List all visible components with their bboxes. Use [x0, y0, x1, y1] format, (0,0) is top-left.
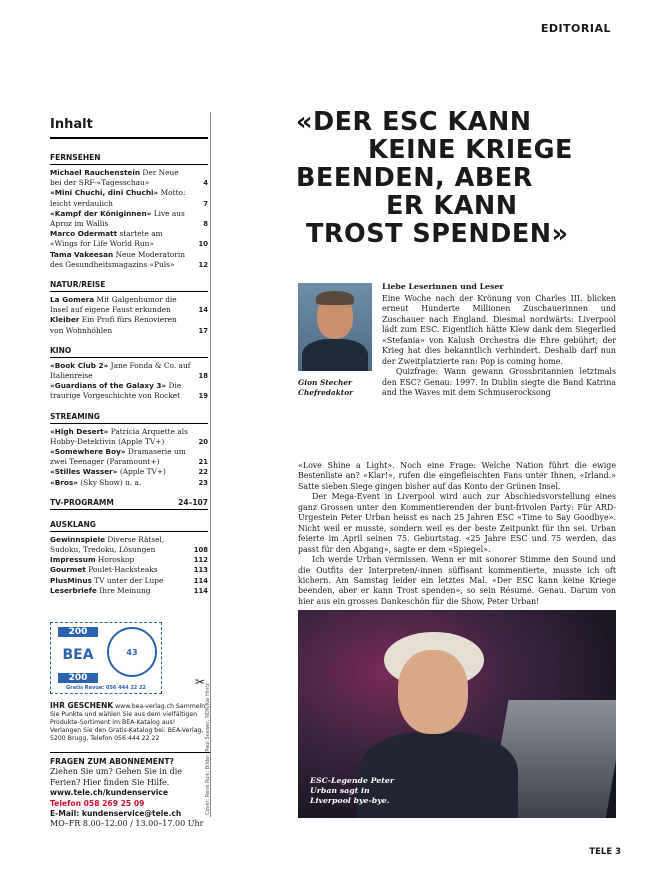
author-name: Gion Stecher [298, 378, 352, 387]
toc-item[interactable] [50, 427, 208, 447]
toc-section-range: 24–107 [178, 497, 208, 507]
toc-item[interactable] [50, 447, 208, 467]
toc-item-desc: (Sky Show) u. a. [77, 477, 142, 487]
toc-item-title: Impressum [50, 555, 96, 565]
toc-item[interactable] [50, 361, 208, 381]
toc-item-page: 21 [198, 458, 208, 467]
paragraph: Der Mega-Event in Liverpool wird auch zur Abschiedsvorstellung eines ganz Grossen unter den Kommentierenden der bunt-frivolen Party: Für ARD-Urgestein Peter Urban heisst es nach 25 Jahren ESC «Time to Say Goodbye». Nicht weil er musste, sondern weil es der beste Zeitpunkt für ihn sei. Urban feierte im April seinen 75. Geburtstag. «25 Jahre ESC und 75 werden, das passt für den Abgang», sagte er dem «Spiegel». [298, 492, 616, 554]
toc-item[interactable] [50, 586, 208, 596]
toc-item-desc: Dramaserie um zwei Teenager (Paramount+) [50, 447, 186, 467]
toc-section-heading [50, 346, 208, 358]
toc-item-page: 20 [198, 437, 208, 446]
page-footer: TELE 3 [589, 847, 621, 857]
toc-item-desc: Ein Profi fürs Renovieren von Wohnhöhlen [50, 315, 177, 335]
headline-line: «DER ESC KANN [296, 107, 532, 137]
toc-item-title: «Kampf der Königinnen» [50, 208, 152, 218]
toc-item-page: 22 [198, 468, 208, 477]
section-label: EDITORIAL [540, 22, 611, 35]
toc-item-desc: startete am «Wings for Life World Run» [50, 229, 163, 249]
toc-item-title: La Gomera [50, 295, 95, 305]
toc-item-desc: Diverse Rätsel, Sudoku, Tredoku, Lösungen [50, 534, 165, 555]
toc-item-title: «High Desert» [50, 426, 109, 436]
toc-item-page: 4 [203, 179, 208, 188]
toc-item-desc: Patricia Arquette als Hobby-Detektivin (Apple TV+) [50, 426, 188, 446]
bea-logo: BEA [62, 647, 94, 663]
toc-item-desc: Die traurige Vorgeschichte von Rocket [50, 381, 182, 401]
headline [296, 108, 616, 248]
toc-item-desc: Horoskop [95, 555, 135, 565]
author-portrait [298, 283, 372, 371]
toc-item[interactable] [50, 381, 208, 401]
toc-section-heading [50, 498, 208, 510]
toc-section-heading [50, 280, 208, 292]
toc-section-name: NATUR/REISE [50, 280, 106, 290]
toc-item[interactable] [50, 555, 208, 565]
toc-item-title: «Stilles Wasser» [50, 467, 118, 477]
gift-info [50, 702, 208, 743]
toc-item[interactable] [50, 188, 208, 208]
bea-stamp [50, 622, 162, 694]
paragraph: «Love Shine a Light». Noch eine Frage: Welche Nation führt die ewige Bestenliste an? «Klar!», rufen die eingefleischten Fans unter Ihnen, «Irland.» Satte sieben Siege gingen bisher auf das Konto der Grünen Insel. [298, 461, 616, 491]
toc-section [50, 520, 208, 596]
toc-item-title: Michael Rauchenstein [50, 168, 141, 177]
caption-line: ESC-Legende Peter [310, 776, 394, 785]
toc-section-name: AUSKLANG [50, 519, 96, 529]
gift-text: Sammeln Sie Punkte und wählen Sie aus dem vielfältigen Produkte-Sortiment im BEA-Katalog aus! Verlangen Sie den Gratis-Katalog bei: BEA-Verlag, 5200 Brugg, Telefon 056 444 22 22 [50, 703, 206, 742]
photo-credit: Cover: René Ruis; Bilder: Paul Seewer, NDR/Kai Hintz [205, 683, 211, 815]
toc-section-heading [50, 153, 208, 165]
toc-item-title: «Mini Chuchi, dini Chuchi» [50, 188, 159, 198]
toc-item-page: 12 [198, 260, 208, 269]
toc-item[interactable] [50, 315, 208, 335]
toc-item-page: 113 [193, 566, 208, 575]
abo-text: Ziehen Sie um? Gehen Sie in die Ferien? Hier finden Sie Hilfe. [50, 767, 183, 787]
toc-item-page: 112 [193, 556, 208, 565]
toc-item[interactable] [50, 478, 208, 488]
subscription-info [50, 752, 210, 830]
toc-item[interactable] [50, 229, 208, 249]
stamp-seal-icon [107, 627, 157, 677]
toc-section [50, 498, 208, 510]
caption-line: Liverpool bye-bye. [310, 796, 390, 805]
toc-item-page: 7 [203, 199, 208, 208]
toc-item-page: 108 [193, 546, 208, 555]
toc-section [50, 412, 208, 488]
gift-title: IHR GESCHENK [50, 701, 114, 710]
toc-item[interactable] [50, 250, 208, 270]
toc-item[interactable] [50, 565, 208, 575]
toc-item-title: «Somewhere Boy» [50, 447, 126, 457]
paragraph: Eine Woche nach der Krönung von Charles III. blicken erneut Hunderte Millionen Zuschauerinnen und Zuschauer nach England. Diesmal nordwärts: Liverpool lädt zum ESC. Eigentlich hätte Kiew dank dem Siegerlied «Stefania» von Kalush Orchestra die Ehre gebührt; der Krieg hat dies bekanntlich verhindert. Deshalb darf nun der Zweitplatzierte ran: Pop is coming home. [382, 294, 616, 366]
scissors-icon: ✂ [195, 675, 206, 689]
toc-item-page: 114 [193, 586, 208, 595]
toc-item-desc: Mit Galgenhumor die Insel auf eigene Faust erkunden [50, 295, 177, 315]
toc-item-page: 114 [193, 576, 208, 585]
toc-section-heading [50, 412, 208, 424]
toc-item-title: PlusMinus [50, 575, 92, 585]
paragraph: Quizfrage: Wann gewann Grossbritannien letztmals den ESC? Genau: 1997. In Dublin siegte die Band Katrina and the Waves mit dem Schmuserocksong [382, 367, 616, 398]
toc-section-name: STREAMING [50, 411, 100, 421]
toc-section-name: TV-PROGRAMM [50, 497, 114, 507]
toc-item-title: Kleiber [50, 315, 80, 325]
toc-item[interactable] [50, 535, 208, 555]
toc-item-desc: Poulet-Hacksteaks [85, 565, 158, 575]
toc-item-desc: Motto: leicht verdaulich [50, 188, 186, 208]
toc-item[interactable] [50, 209, 208, 229]
toc-item-page: 8 [203, 220, 208, 229]
abo-phone[interactable]: Telefon 058 269 25 09 [50, 798, 145, 808]
toc-item-title: «Book Club 2» [50, 360, 109, 370]
stamp-footer: Gratis Revue: 056 444 22 22 [66, 685, 146, 691]
toc-item-desc: (Apple TV+) [117, 467, 166, 477]
toc-item-page: 10 [198, 240, 208, 249]
toc-item-title: Tama Vakeesan [50, 249, 114, 259]
toc-section [50, 153, 208, 270]
toc-item-title: Gourmet [50, 565, 86, 575]
stamp-value-bottom: 200 [58, 673, 98, 683]
toc-item-page: 14 [198, 306, 208, 315]
toc-item-title: Leserbriefe [50, 585, 97, 595]
toc-item-desc: Neue Moderatorin des Gesundheitsmagazins «Puls» [50, 249, 186, 269]
bea-promo [50, 622, 208, 743]
toc-item-desc: Ihre Meinung [96, 585, 151, 595]
author-role: Chefredaktor [298, 388, 354, 397]
paragraph: Ich werde Urban vermissen. Wenn er mit sonorer Stimme den Sound und die Outfits der Interpreten/-innen süffisant kommentierte, musste ich oft kichern. Am Samstag leider ein letztes Mal. «Der ESC kann keine Kriege beenden, aber er kann Trost spenden», so sein Résumé. Genau. Darum von hier aus ein grosses Dankeschön für die Show, Peter Urban! [298, 555, 616, 606]
toc-item-page: 19 [198, 392, 208, 401]
toc-item-desc: Jane Fonda & Co. auf Italienreise [50, 360, 191, 381]
toc-item-title: Gewinnspiele [50, 534, 106, 544]
headline-line: ER KANN [386, 191, 518, 221]
toc-item-page: 23 [198, 478, 208, 487]
toc-item[interactable] [50, 576, 208, 586]
toc-item-desc: TV unter der Lupe [91, 575, 164, 585]
gift-url[interactable]: www.bea-verlag.ch [115, 703, 175, 710]
article-body-top [382, 294, 616, 399]
toc-item-title: «Bros» [50, 477, 78, 487]
caption-line: Urban sagt in [310, 786, 370, 795]
toc-item[interactable] [50, 295, 208, 315]
toc-title: Inhalt [50, 117, 208, 139]
abo-web-link[interactable]: www.tele.ch/kundenservice [50, 788, 169, 798]
abo-email[interactable]: E-Mail: kundenservice@tele.ch [50, 809, 182, 819]
article-body [298, 461, 616, 607]
toc-item[interactable] [50, 467, 208, 477]
toc-item-title: «Guardians of the Galaxy 3» [50, 381, 167, 391]
toc-item[interactable] [50, 168, 208, 188]
author-caption [298, 378, 378, 398]
stamp-seal-number: 43 [126, 647, 138, 657]
headline-line: KEINE KRIEGE [368, 135, 573, 165]
toc-section-name: KINO [50, 345, 72, 355]
abo-title: FRAGEN ZUM ABONNEMENT? [50, 757, 174, 766]
toc-item-desc: Live aus Aproz im Wallis [50, 208, 185, 229]
photo-caption [310, 776, 420, 806]
toc-list [50, 153, 208, 596]
toc-section-name: FERNSEHEN [50, 153, 101, 162]
headline-line: TROST SPENDEN» [306, 219, 569, 249]
toc-item-page: 17 [198, 326, 208, 335]
salutation: Liebe Leserinnen und Leser [382, 282, 504, 291]
toc-item-desc: Der Neue bei der SRF-«Tagesschau» [50, 168, 179, 188]
toc-item-page: 18 [198, 372, 208, 381]
stamp-value-top: 200 [58, 627, 98, 637]
table-of-contents [50, 117, 208, 606]
toc-section [50, 280, 208, 336]
toc-item-title: Marco Odermatt [50, 229, 118, 239]
toc-section-heading [50, 520, 208, 532]
toc-section [50, 346, 208, 402]
abo-hours: MO–FR 8.00–12.00 / 13.00–17.00 Uhr [50, 819, 204, 829]
headline-line: BEENDEN, ABER [296, 163, 533, 193]
